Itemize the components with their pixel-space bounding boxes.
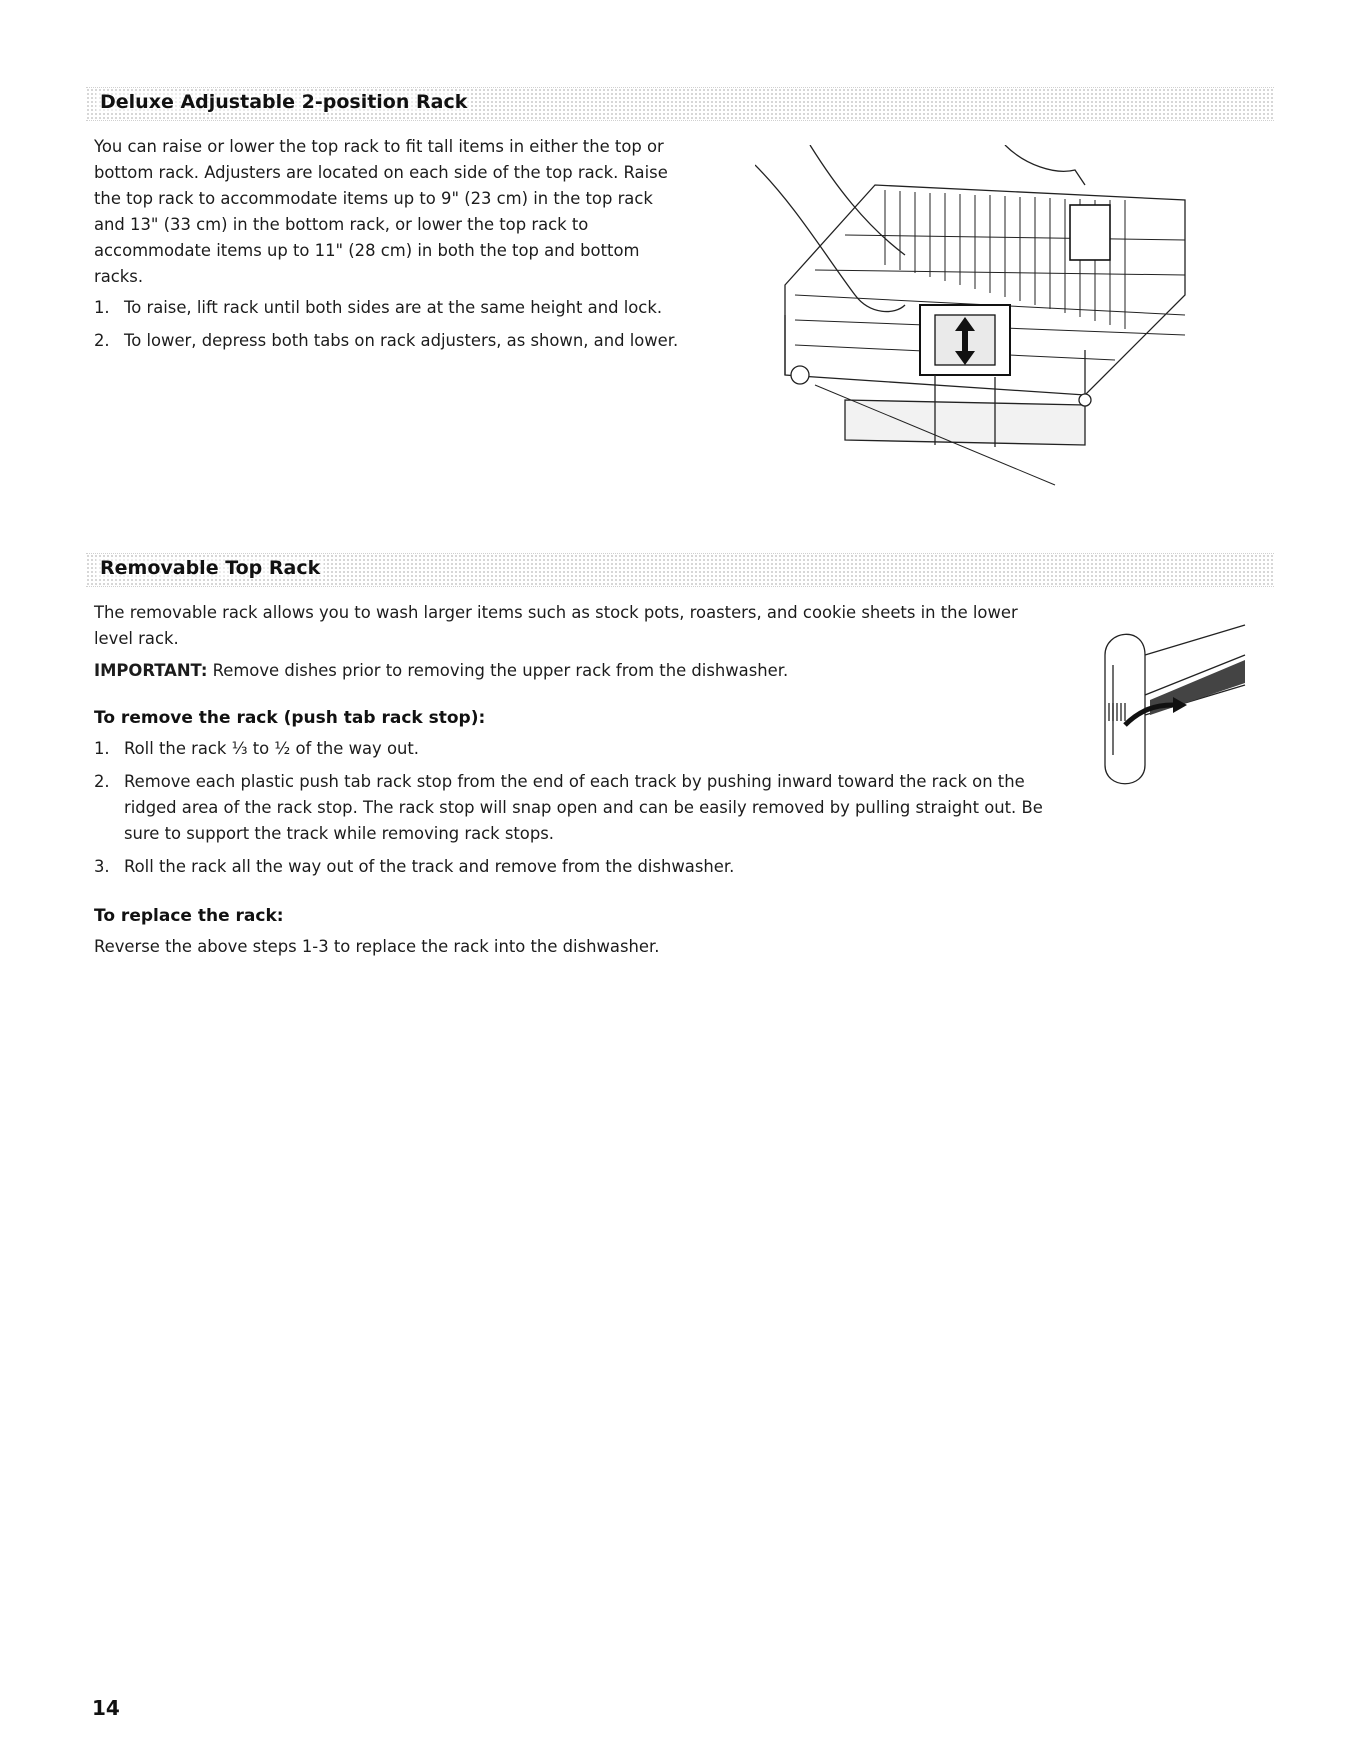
step-number: 1.	[94, 739, 110, 758]
replace-rack-heading: To replace the rack:	[94, 906, 284, 926]
section-title: Deluxe Adjustable 2-position Rack	[96, 91, 471, 113]
page-number: 14	[92, 1696, 120, 1720]
rack-stop-illustration-icon	[1095, 615, 1255, 795]
step-number: 2.	[94, 331, 110, 350]
adjustable-rack-intro: You can raise or lower the top rack to fit tall items in either the top or bottom rack. Adjusters are located on each side of the top rack. Raise the top rack to accommodate items up to 9" (23 cm) in the top rack and 13" (33 cm) in the bottom rack, or lower the top rack to accommodate items up to 11" (28 cm) in both the top and bottom racks.	[94, 137, 668, 286]
remove-rack-heading: To remove the rack (push tab rack stop):	[94, 708, 486, 728]
list-item	[92, 769, 1072, 847]
list-item	[92, 295, 682, 321]
remove-rack-steps	[92, 736, 1072, 887]
step-text: Roll the rack all the way out of the track and remove from the dishwasher.	[124, 857, 735, 876]
section-header-adjustable-rack	[86, 87, 1274, 121]
replace-rack-text: Reverse the above steps 1-3 to replace the rack into the dishwasher.	[94, 937, 660, 956]
step-number: 3.	[94, 857, 110, 876]
step-text: To raise, lift rack until both sides are at the same height and lock.	[124, 298, 663, 317]
step-number: 2.	[94, 772, 110, 791]
list-item	[92, 328, 682, 354]
important-text: Remove dishes prior to removing the upper rack from the dishwasher.	[207, 661, 789, 680]
adjustable-rack-steps	[92, 295, 682, 361]
list-item	[92, 854, 1072, 880]
important-label: IMPORTANT:	[94, 661, 208, 680]
list-item	[92, 736, 1072, 762]
rack-adjuster-illustration-icon	[755, 145, 1205, 495]
step-text: Roll the rack ⅓ to ½ of the way out.	[124, 739, 419, 758]
section-title: Removable Top Rack	[96, 557, 324, 579]
important-note	[94, 658, 1054, 684]
step-text: To lower, depress both tabs on rack adjusters, as shown, and lower.	[124, 331, 679, 350]
removable-rack-intro: The removable rack allows you to wash larger items such as stock pots, roasters, and cookie sheets in the lower level rack.	[94, 603, 1018, 648]
step-number: 1.	[94, 298, 110, 317]
step-text: Remove each plastic push tab rack stop from the end of each track by pushing inward toward the rack on the ridged area of the rack stop. The rack stop will snap open and can be easily removed by pulling straight out. Be sure to support the track while removing rack stops.	[124, 772, 1043, 843]
section-header-removable-rack	[86, 553, 1274, 587]
